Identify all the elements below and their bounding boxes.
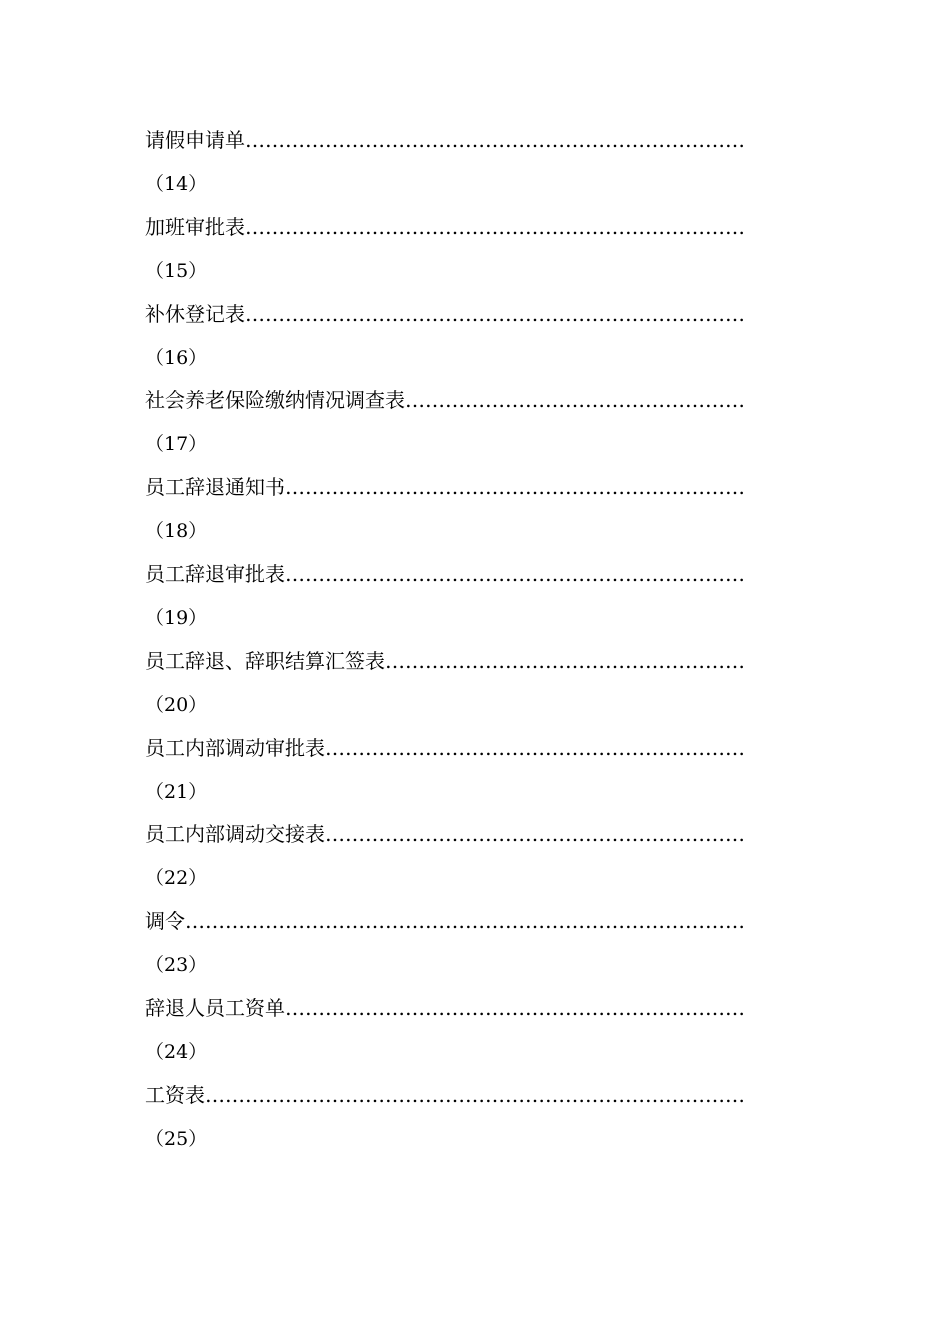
toc-entry-title: 调令	[145, 909, 185, 934]
dot-leader	[245, 209, 745, 245]
toc-entry-transfer-approval	[145, 730, 745, 817]
toc-entry-line	[145, 990, 745, 1026]
dot-leader	[245, 296, 745, 332]
toc-entry-title: 请假申请单	[145, 128, 245, 152]
toc-entry-title: 员工辞退审批表	[145, 561, 285, 586]
toc-entry-line	[145, 816, 745, 852]
table-of-contents	[145, 122, 745, 1164]
toc-entry-line	[145, 903, 745, 939]
dot-leader	[405, 382, 745, 418]
toc-page-number: （18）	[145, 520, 208, 543]
dot-leader	[285, 556, 745, 592]
toc-entry-leave-application	[145, 122, 745, 209]
dot-leader	[325, 730, 745, 766]
toc-entry-line	[145, 296, 745, 332]
toc-page-number: （23）	[145, 954, 208, 977]
toc-entry-overtime-approval	[145, 209, 745, 296]
toc-entry-title: 员工内部调动审批表	[145, 735, 325, 760]
toc-page-number: （22）	[145, 867, 208, 890]
toc-page-number: （14）	[145, 173, 208, 195]
toc-page-number: （25）	[145, 1127, 208, 1150]
toc-entry-dismissal-notice	[145, 469, 745, 556]
toc-entry-title: 工资表	[145, 1082, 205, 1107]
toc-entry-dismissal-approval	[145, 556, 745, 643]
toc-entry-compensatory-leave	[145, 296, 745, 383]
dot-leader	[385, 643, 745, 679]
toc-page-number: （19）	[145, 606, 208, 629]
toc-entry-line	[145, 643, 745, 679]
toc-entry-line	[145, 556, 745, 592]
dot-leader	[205, 1077, 745, 1113]
toc-page-number: （24）	[145, 1040, 208, 1063]
dot-leader	[325, 816, 745, 852]
toc-entry-line	[145, 469, 745, 505]
dot-leader	[185, 903, 745, 939]
toc-entry-title: 加班审批表	[145, 214, 245, 239]
toc-entry-line	[145, 209, 745, 245]
toc-entry-line	[145, 382, 745, 418]
toc-entry-title: 员工辞退、辞职结算汇签表	[145, 648, 385, 673]
toc-entry-line	[145, 1077, 745, 1113]
toc-page-number: （21）	[145, 780, 208, 803]
toc-entry-transfer-handover	[145, 816, 745, 903]
toc-entry-title: 辞退人员工资单	[145, 995, 285, 1020]
toc-entry-title: 员工辞退通知书	[145, 475, 285, 500]
dot-leader	[285, 469, 745, 505]
toc-entry-title: 补休登记表	[145, 301, 245, 326]
toc-entry-settlement-form	[145, 643, 745, 730]
toc-entry-payroll-table	[145, 1077, 745, 1164]
toc-entry-title: 员工内部调动交接表	[145, 822, 325, 847]
dot-leader	[245, 122, 745, 158]
toc-entry-line	[145, 122, 745, 158]
toc-page-number: （17）	[145, 433, 208, 456]
dot-leader	[285, 990, 745, 1026]
toc-entry-transfer-order	[145, 903, 745, 990]
toc-page-number: （16）	[145, 346, 208, 369]
toc-page-number: （20）	[145, 693, 208, 716]
toc-entry-dismissed-payroll	[145, 990, 745, 1077]
toc-entry-line	[145, 730, 745, 766]
toc-entry-title: 社会养老保险缴纳情况调查表	[145, 388, 405, 413]
toc-page-number: （15）	[145, 259, 208, 282]
toc-entry-pension-survey	[145, 382, 745, 469]
